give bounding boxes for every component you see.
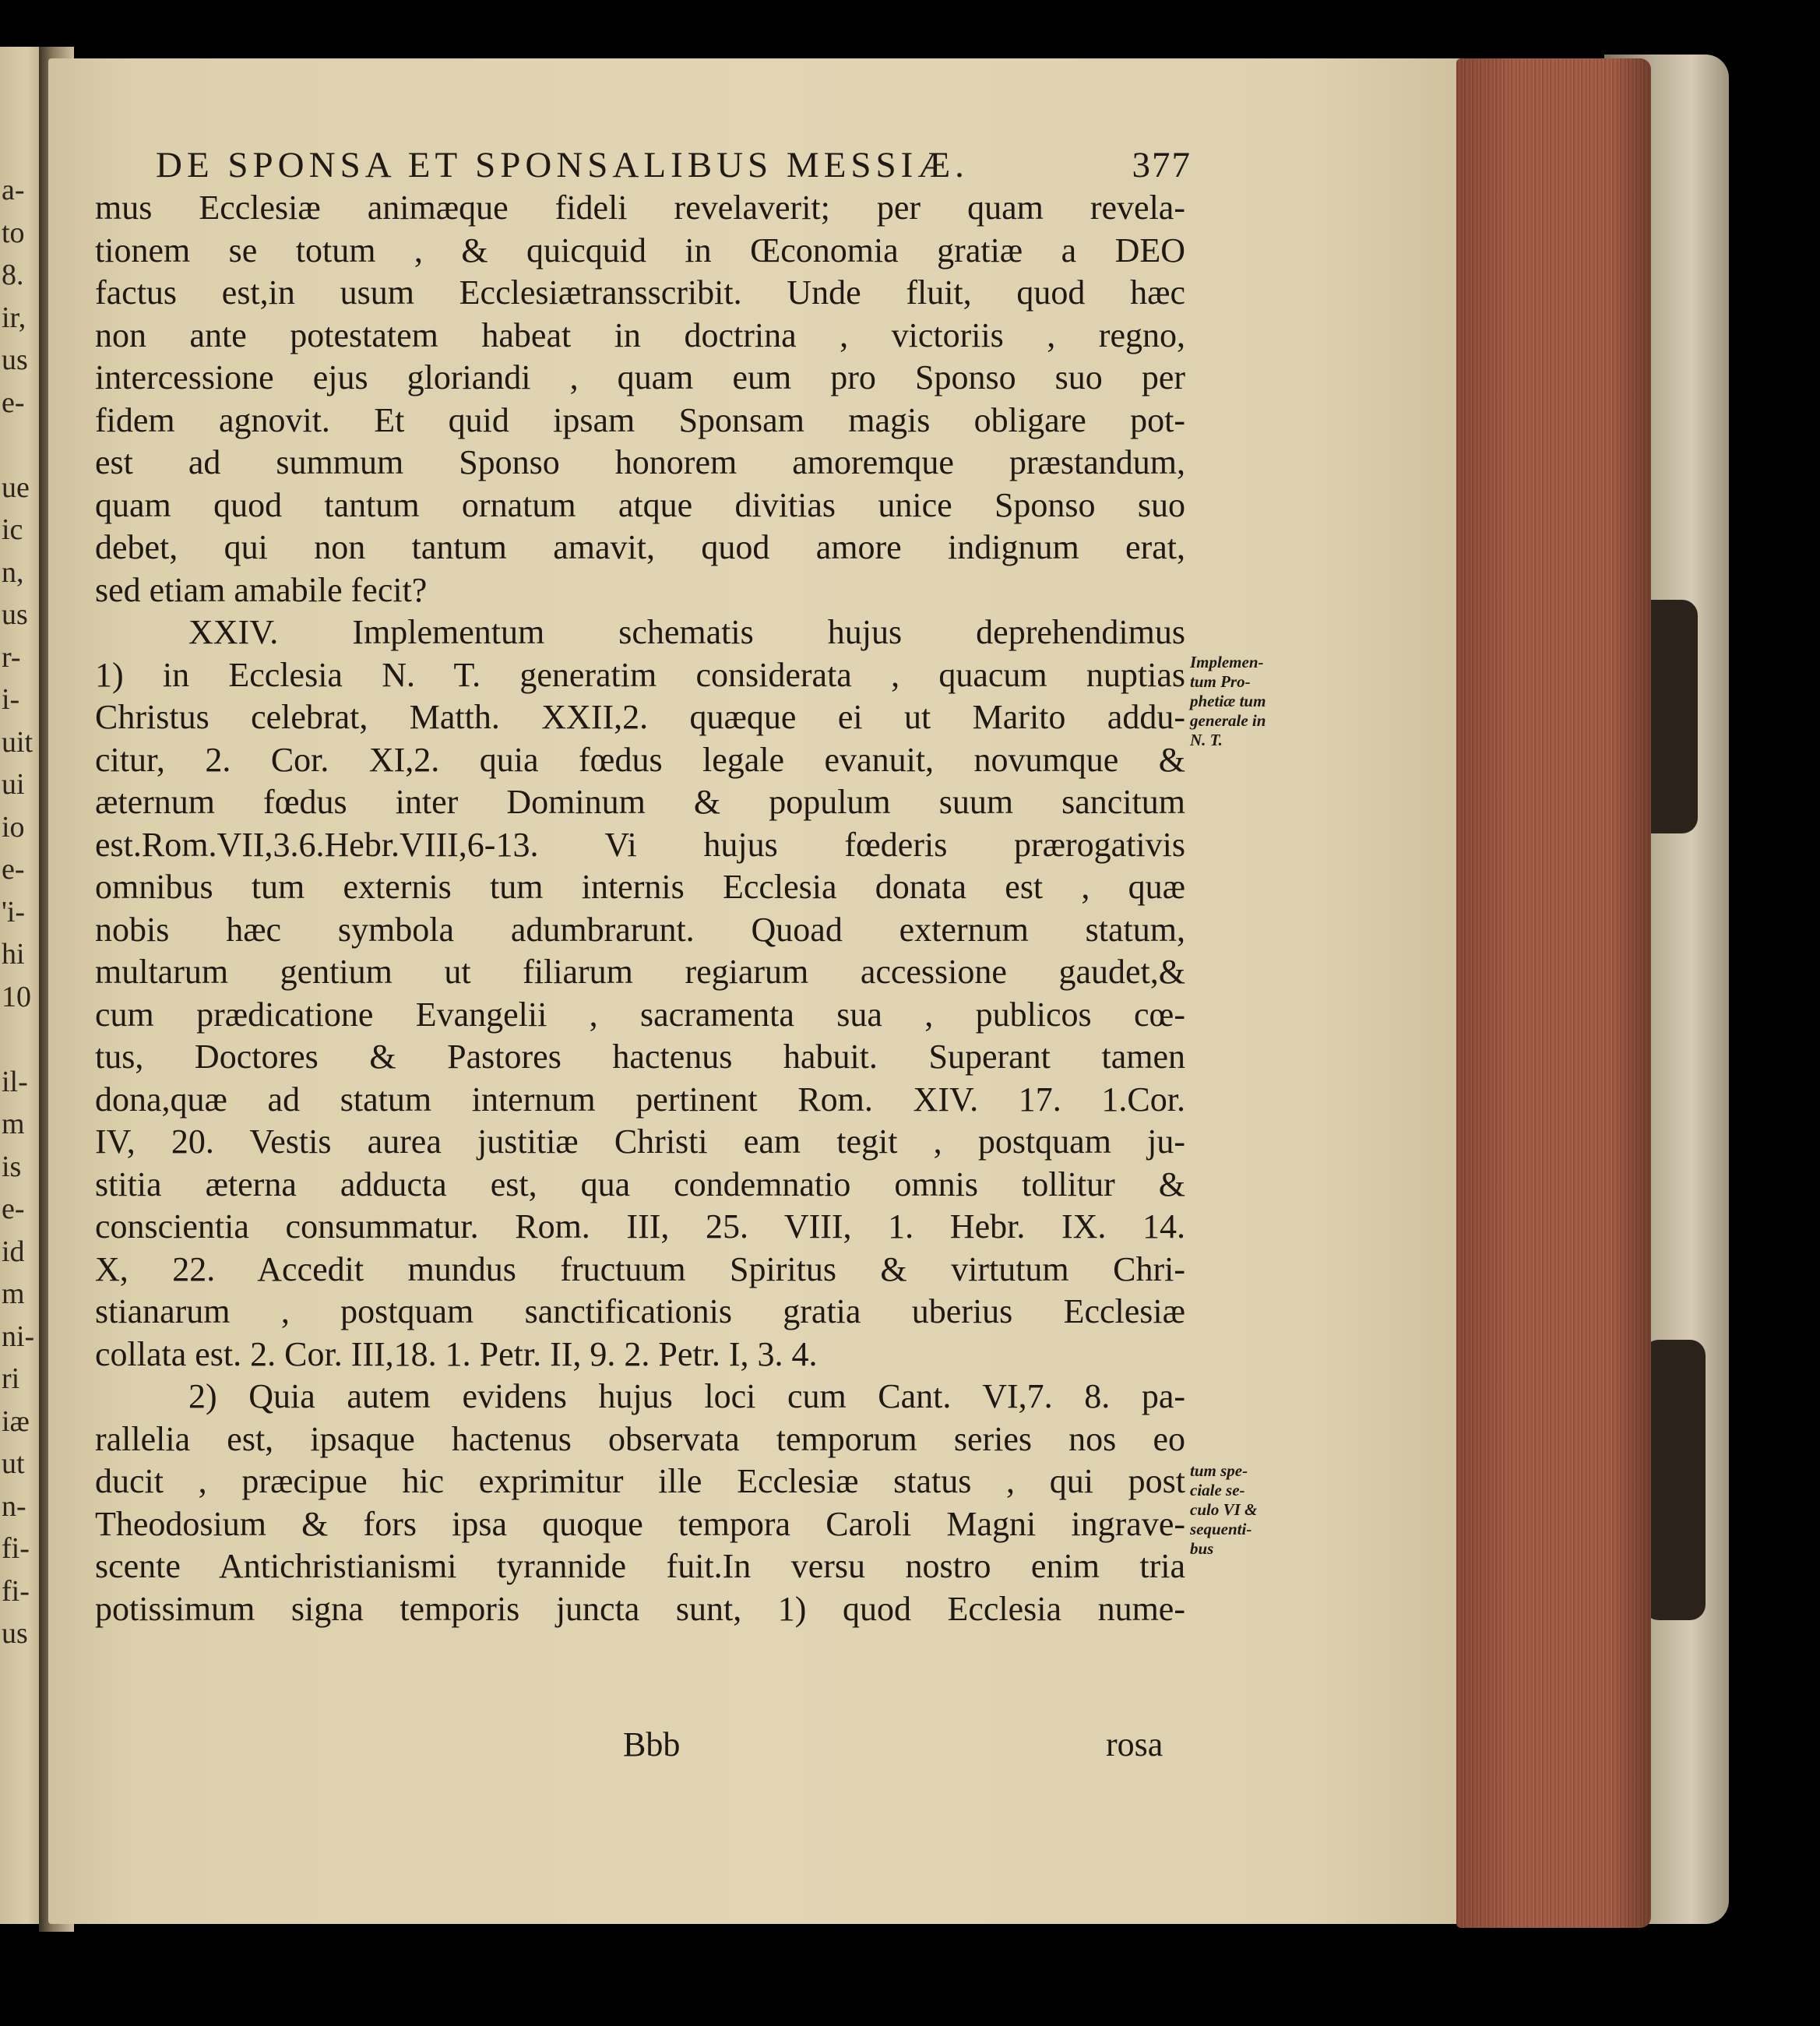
left-page-fragment: e- (2, 854, 25, 884)
left-page-fragment: to (2, 217, 25, 248)
text-line: citur, 2. Cor. XI,2. quia fœdus legale evanuit, novumque & (95, 740, 1185, 779)
left-page-fragment: m (2, 1279, 25, 1309)
left-page-fragment: hi (2, 939, 25, 969)
left-page-fragment: fi- (2, 1534, 30, 1563)
text-line: tus, Doctores & Pastores hactenus habuit. Superant tamen (95, 1038, 1185, 1076)
page-edges-shading (1456, 58, 1651, 1928)
text-line: est ad summum Sponso honorem amoremque præstandum, (95, 443, 1185, 481)
left-page-fragment: fi- (2, 1576, 30, 1606)
left-page-fragment: e- (2, 1194, 25, 1224)
text-line: 2) Quia autem evidens hujus loci cum Cant. VI,7. 8. pa- (188, 1377, 1185, 1415)
left-page-fragment: io (2, 812, 25, 842)
left-page-fragment: ir, (2, 302, 26, 333)
text-line: æternum fœdus inter Dominum & populum suum sancitum (95, 783, 1185, 821)
marginal-note: tum spe- ciale se- culo VI & sequenti- bus (1190, 1461, 1258, 1558)
text-line: est.Rom.VII,3.6.Hebr.VIII,6-13. Vi hujus fœderis prærogativis (95, 825, 1185, 864)
left-page-fragment: ic (2, 515, 23, 544)
text-line: nobis hæc symbola adumbrarunt. Quoad externum statum, (95, 910, 1185, 949)
signature-mark: Bbb (623, 1725, 681, 1764)
left-page-fragment: a- (2, 175, 25, 205)
left-page-fragment: i- (2, 685, 20, 714)
left-page-fragment: 10 (2, 981, 31, 1012)
left-page-fragment: m (2, 1109, 25, 1139)
text-line: sed etiam amabile fecit? (95, 570, 428, 609)
left-page-fragment: ue (2, 472, 30, 502)
running-header (156, 144, 1192, 191)
left-page-fragment: 'i- (2, 897, 26, 927)
text-line: quam quod tantum ornatum atque divitias unice Sponso suo (95, 485, 1185, 524)
text-line: multarum gentium ut filiarum regiarum accessione gaudet,& (95, 953, 1185, 991)
left-page-fragment: il- (2, 1066, 28, 1097)
text-line: fidem agnovit. Et quid ipsam Sponsam magis obligare pot- (95, 400, 1185, 439)
text-line: mus Ecclesiæ animæque fideli revelaverit; per quam revela- (95, 189, 1185, 227)
left-page-fragment: 8. (2, 260, 24, 290)
text-line: potissimum signa temporis juncta sunt, 1) quod Ecclesia nume- (95, 1589, 1185, 1628)
left-page-fragment: id (2, 1236, 25, 1267)
left-page-fragment: is (2, 1151, 22, 1182)
text-line: Christus celebrat, Matth. XXII,2. quæque ei ut Marito addu- (95, 698, 1185, 736)
marginal-note: Implemen- tum Pro- phetiæ tum generale in N. T. (1190, 653, 1266, 749)
text-line: XXIV. Implementum schematis hujus deprehendimus (188, 613, 1185, 651)
text-line: tionem se totum , & quicquid in Œconomia gratiæ a DEO (95, 231, 1185, 270)
left-page-fragment: e- (2, 387, 25, 418)
text-line: dona,quæ ad statum internum pertinent Rom. XIV. 17. 1.Cor. (95, 1080, 1185, 1119)
text-line: scente Antichristianismi tyrannide fuit.In versu nostro enim tria (95, 1547, 1185, 1585)
text-line: X, 22. Accedit mundus fructuum Spiritus & virtutum Chri- (95, 1249, 1185, 1288)
text-line: IV, 20. Vestis aurea justitiæ Christi eam tegit , postquam ju- (95, 1122, 1185, 1161)
text-line: rallelia est, ipsaque hactenus observata temporum series nos eo (95, 1419, 1185, 1458)
left-page-fragment: us (2, 1619, 28, 1648)
left-page-fragment: ri (2, 1364, 20, 1394)
text-line: Theodosium & fors ipsa quoque tempora Caroli Magni ingrave- (95, 1504, 1185, 1543)
text-line: ducit , præcipue hic exprimitur ille Ecclesiæ status , qui post (95, 1462, 1185, 1500)
left-page-fragment: us (2, 345, 28, 375)
text-line: 1) in Ecclesia N. T. generatim considerata , quacum nuptias (95, 655, 1185, 694)
left-page-fragment: us (2, 600, 28, 629)
left-page-fragment: ut (2, 1449, 25, 1478)
text-line: debet, qui non tantum amavit, quod amore indignum erat, (95, 528, 1185, 566)
left-page-fragment: ni- (2, 1321, 35, 1351)
page-number: 377 (1132, 145, 1192, 185)
left-page-fragment: n, (2, 557, 24, 587)
cover-damage (1643, 1340, 1706, 1620)
text-line: omnibus tum externis tum internis Ecclesia donata est , quæ (95, 868, 1185, 906)
text-line: cum prædicatione Evangelii , sacramenta sua , publicos cœ- (95, 995, 1185, 1034)
left-page-fragment: iæ (2, 1406, 30, 1436)
text-line: conscientia consummatur. Rom. III, 25. VIII, 1. Hebr. IX. 14. (95, 1207, 1185, 1246)
text-line: intercessione ejus gloriandi , quam eum pro Sponso suo per (95, 358, 1185, 396)
text-line: factus est,in usum Ecclesiætransscribit. Unde fluit, quod hæc (95, 273, 1185, 312)
running-title: DE SPONSA ET SPONSALIBUS MESSIÆ. (156, 145, 969, 185)
text-line: collata est. 2. Cor. III,18. 1. Petr. II, 9. 2. Petr. I, 3. 4. (95, 1334, 818, 1373)
text-line: stitia æterna adducta est, qua condemnatio omnis tollitur & (95, 1165, 1185, 1203)
left-page-fragment: uit (2, 727, 33, 757)
text-line: non ante potestatem habeat in doctrina , victoriis , regno, (95, 315, 1185, 354)
left-page-fragment: ui (2, 770, 25, 799)
text-line: stianarum , postquam sanctificationis gratia uberius Ecclesiæ (95, 1292, 1185, 1330)
catchword: rosa (1106, 1725, 1163, 1764)
left-page-fragment: r- (2, 642, 21, 672)
left-page-fragment: n- (2, 1491, 26, 1521)
